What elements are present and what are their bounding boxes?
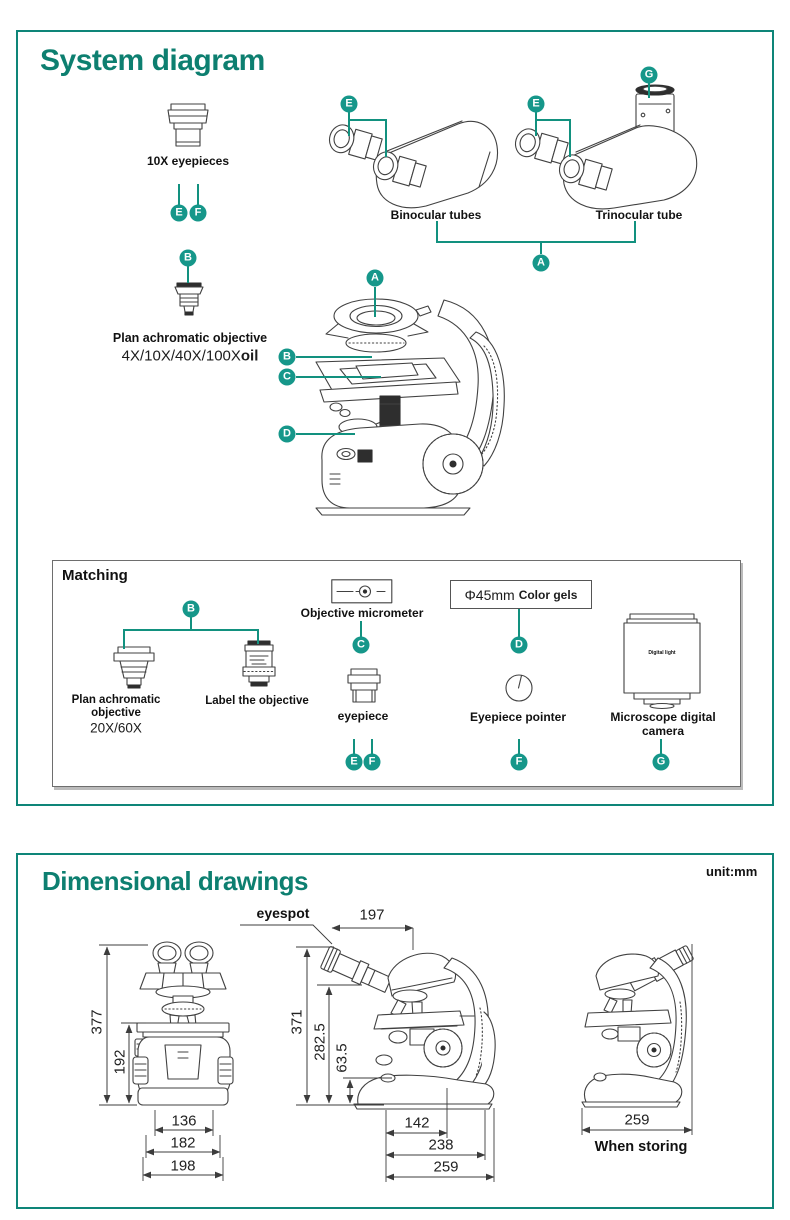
eyepiece-drawing — [347, 668, 381, 704]
badge-f-matching-pointer: F — [511, 754, 528, 771]
gels-label-text: Color gels — [518, 587, 578, 602]
objective-oil-text: oil — [240, 347, 259, 365]
badge-a-tubes: A — [533, 255, 550, 272]
dim-63-5: 63.5 — [333, 1043, 351, 1073]
dim-377: 377 — [88, 1009, 106, 1035]
badge-c-scope: C — [279, 369, 296, 386]
objective-mags-label — [122, 348, 259, 365]
trinocular-label: Trinocular tube — [595, 208, 683, 222]
digital-camera-drawing — [622, 612, 702, 712]
binocular-tubes-drawing — [330, 94, 502, 210]
pointer-label: Eyepiece pointer — [469, 710, 567, 724]
badge-g-trinocular: G — [641, 67, 658, 84]
dim-142: 142 — [404, 1114, 430, 1132]
binocular-label: Binocular tubes — [390, 208, 482, 222]
dim-282-5: 282.5 — [311, 1023, 329, 1061]
dim-198: 198 — [170, 1157, 196, 1175]
storing-view-drawing — [576, 938, 700, 1110]
objective-name-label: Plan achromatic objective — [112, 331, 268, 345]
micrometer-label: Objective micrometer — [300, 606, 424, 620]
badge-b-matching: B — [183, 601, 200, 618]
badge-e-matching: E — [346, 754, 363, 771]
badge-c-matching: C — [353, 637, 370, 654]
matching-objective-mags: 20X/60X — [90, 720, 142, 736]
side-view-drawing — [326, 938, 502, 1110]
matching-title: Matching — [62, 567, 128, 584]
dim-192: 192 — [111, 1049, 129, 1075]
eyepiece-10x-drawing — [162, 102, 214, 152]
badge-d-matching: D — [511, 637, 528, 654]
dim-197: 197 — [359, 906, 385, 924]
eyepieces-label: 10X eyepieces — [146, 154, 230, 168]
dim-238: 238 — [428, 1136, 454, 1154]
dimensional-drawings-title: Dimensional drawings — [42, 866, 308, 896]
badge-f-matching-eyepiece: F — [364, 754, 381, 771]
badge-g-matching: G — [653, 754, 670, 771]
dim-259-storing: 259 — [624, 1111, 650, 1129]
system-diagram-title: System diagram — [40, 44, 265, 77]
front-view-drawing — [134, 938, 236, 1110]
matching-objective-name-1: Plan achromatic — [71, 694, 161, 706]
eyepiece-pointer-drawing — [504, 671, 534, 703]
matching-objective-name-2: objective — [91, 707, 141, 719]
objective-mags-text: 4X/10X/40X/100X — [121, 347, 241, 365]
badge-b-scope: B — [279, 349, 296, 366]
objective-20x-drawing — [108, 646, 160, 690]
dim-371: 371 — [288, 1009, 306, 1035]
camera-body-text: Digital light — [648, 650, 676, 656]
objective-micrometer-drawing — [331, 579, 393, 604]
eyepiece-label: eyepiece — [337, 709, 389, 723]
gels-diameter-text: Φ45mm — [464, 586, 515, 603]
badge-d-scope: D — [279, 426, 296, 443]
badge-a-scope: A — [367, 270, 384, 287]
dim-136: 136 — [171, 1112, 197, 1130]
badge-f-eyepieces: F — [190, 205, 207, 222]
dim-259-side: 259 — [433, 1158, 459, 1176]
labeled-objective-drawing — [236, 640, 282, 690]
badge-e-eyepieces: E — [171, 205, 188, 222]
badge-e-binocular: E — [341, 96, 358, 113]
dim-182: 182 — [170, 1134, 196, 1152]
microscope-drawing — [296, 274, 508, 516]
label-objective-label: Label the objective — [205, 695, 309, 707]
camera-label-2: camera — [641, 724, 685, 738]
when-storing-label: When storing — [594, 1139, 688, 1155]
color-gels-box — [450, 580, 592, 609]
badge-e-trinocular: E — [528, 96, 545, 113]
objective-drawing — [171, 282, 207, 316]
unit-label: unit:mm — [706, 864, 758, 879]
camera-label-1: Microscope digital — [610, 710, 716, 724]
eyespot-label: eyespot — [256, 905, 310, 921]
badge-b-objective: B — [180, 250, 197, 267]
